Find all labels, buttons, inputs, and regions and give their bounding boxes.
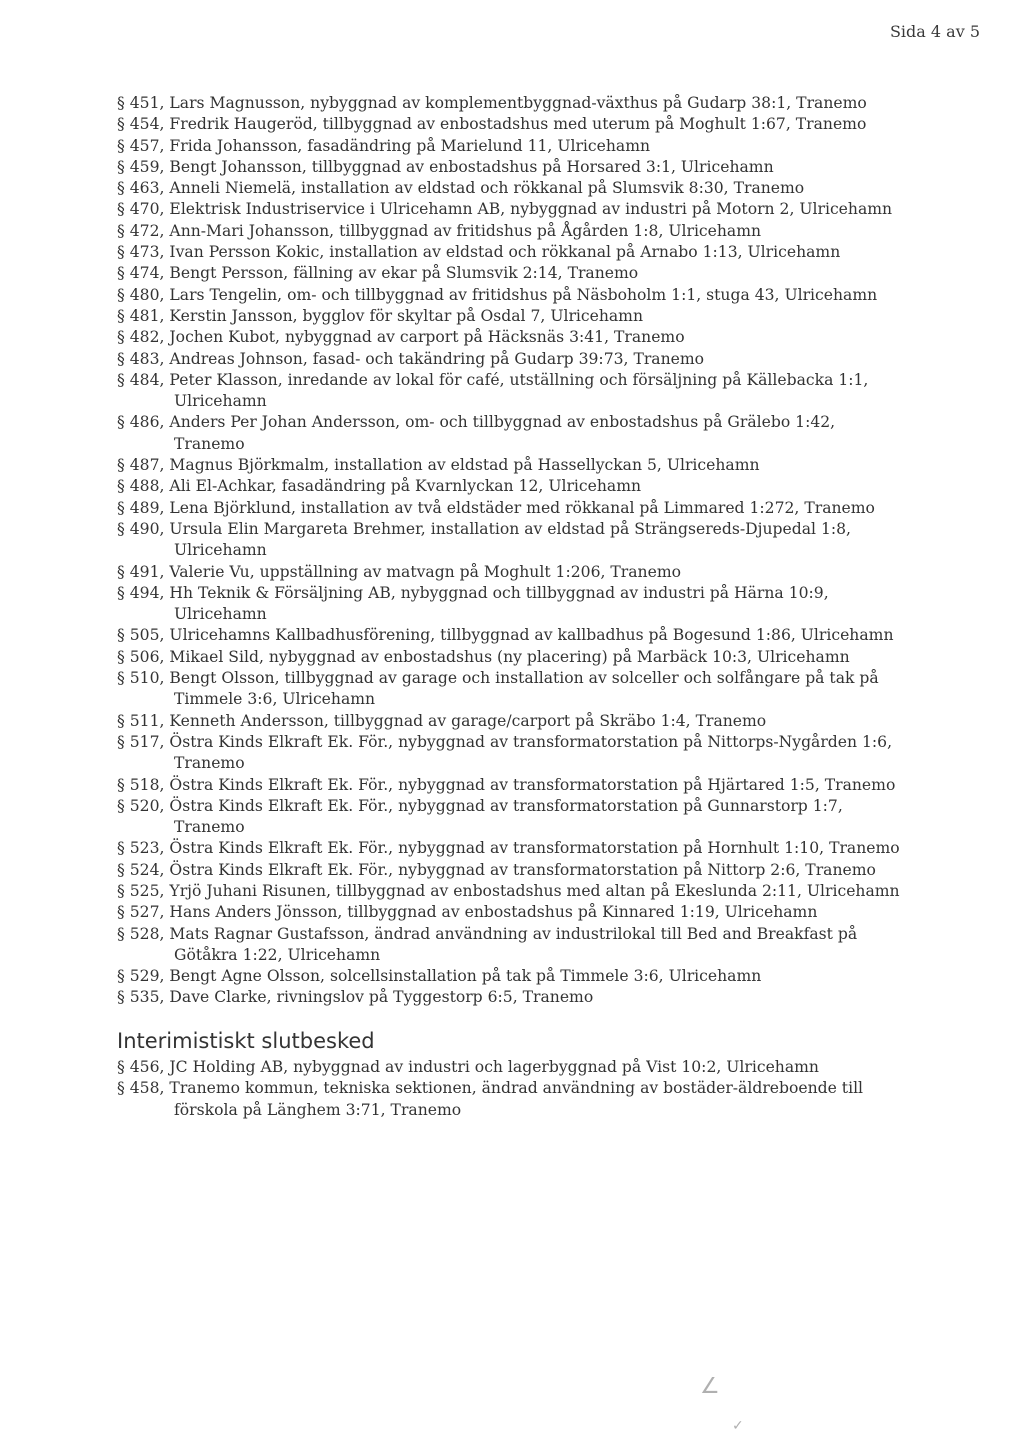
list-item: § 520, Östra Kinds Elkraft Ek. För., nybyggnad av transformatorstation på Gunnarstorp 1:7, Tranemo [117,796,843,837]
list-item: § 517, Östra Kinds Elkraft Ek. För., nybyggnad av transformatorstation på Nittorps-Nygården 1:6, Tranemo [117,732,893,773]
list-item: § 525, Yrjö Juhani Risunen, tillbyggnad av enbostadshus med altan på Ekeslunda 2:11, Ulricehamn [117,881,900,900]
list-item: § 506, Mikael Sild, nybyggnad av enbostadshus (ny placering) på Marbäck 10:3, Ulricehamn [117,647,850,666]
list-item: § 473, Ivan Persson Kokic, installation av eldstad och rökkanal på Arnabo 1:13, Ulricehamn [117,243,841,262]
list-item: § 505, Ulricehamns Kallbadhusförening, tillbyggnad av kallbadhus på Bogesund 1:86, Ulricehamn [117,626,894,645]
list-item: § 529, Bengt Agne Olsson, solcellsinstallation på tak på Timmele 3:6, Ulricehamn [117,967,762,986]
list-item: § 527, Hans Anders Jönsson, tillbyggnad av enbostadshus på Kinnared 1:19, Ulricehamn [117,903,818,922]
list-item: § 491, Valerie Vu, uppställning av matvagn på Moghult 1:206, Tranemo [117,562,682,581]
list-item: § 494, Hh Teknik & Försäljning AB, nybyggnad och tillbyggnad av industri på Härna 10:9, Ulricehamn [117,583,829,624]
list-item: § 456, JC Holding AB, nybyggnad av industri och lagerbyggnad på Vist 10:2, Ulricehamn [117,1058,819,1076]
list-item: § 459, Bengt Johansson, tillbyggnad av enbostadshus på Horsared 3:1, Ulricehamn [117,157,774,176]
list-item: § 484, Peter Klasson, inredande av lokal för café, utställning och försäljning på Källebacka 1:1, Ulricehamn [117,370,869,411]
list-item: § 482, Jochen Kubot, nybyggnad av carport på Häcksnäs 3:41, Tranemo [117,328,685,347]
list-item: § 488, Ali El-Achkar, fasadändring på Kvarnlyckan 12, Ulricehamn [117,477,642,496]
interim-decision-list [117,1057,907,1121]
list-item: § 463, Anneli Niemelä, installation av eldstad och rökkanal på Slumsvik 8:30, Tranemo [117,179,805,198]
list-item: § 470, Elektrisk Industriservice i Ulricehamn AB, nybyggnad av industri på Motorn 2, Ulricehamn [117,200,893,219]
list-item: § 487, Magnus Björkmalm, installation av eldstad på Hassellyckan 5, Ulricehamn [117,456,760,475]
list-item: § 523, Östra Kinds Elkraft Ek. För., nybyggnad av transformatorstation på Hornhult 1:10, Tranemo [117,839,900,858]
list-item: § 486, Anders Per Johan Andersson, om- och tillbyggnad av enbostadshus på Grälebo 1:42, Tranemo [117,413,836,453]
list-item: § 481, Kerstin Jansson, bygglov för skyltar på Osdal 7, Ulricehamn [117,306,644,325]
list-item: § 524, Östra Kinds Elkraft Ek. För., nybyggnad av transformatorstation på Nittorp 2:6, Tranemo [117,860,876,879]
list-item: § 490, Ursula Elin Margareta Brehmer, installation av eldstad på Strängsereds-Djupedal 1:8, Ulricehamn [117,519,851,560]
page-number: Sida 4 av 5 [889,22,980,41]
pen-mark-icon: ∠ [700,1374,720,1399]
list-item: § 458, Tranemo kommun, tekniska sektionen, ändrad användning av bostäder-äldreboende till förskola på Länghem 3:71, Tranemo [117,1079,864,1119]
decision-list [117,93,907,1009]
list-item: § 535, Dave Clarke, rivningslov på Tyggestorp 6:5, Tranemo [117,988,594,1007]
list-item: § 457, Frida Johansson, fasadändring på Marielund 11, Ulricehamn [117,136,651,155]
check-mark-icon: ✓ [732,1418,744,1434]
list-item: § 489, Lena Björklund, installation av två eldstäder med rökkanal på Limmared 1:272, Tranemo [117,498,875,517]
list-item: § 454, Fredrik Haugeröd, tillbyggnad av enbostadshus med uterum på Moghult 1:67, Tranemo [117,115,867,134]
list-item: § 451, Lars Magnusson, nybyggnad av komplementbyggnad-växthus på Gudarp 38:1, Tranemo [117,94,867,112]
list-item: § 483, Andreas Johnson, fasad- och takändring på Gudarp 39:73, Tranemo [117,349,705,368]
list-item: § 518, Östra Kinds Elkraft Ek. För., nybyggnad av transformatorstation på Hjärtared 1:5, Tranemo [117,775,896,794]
section-heading-interim: Interimistiskt slutbesked [117,1029,375,1053]
list-item: § 480, Lars Tengelin, om- och tillbyggnad av fritidshus på Näsboholm 1:1, stuga 43, Ulricehamn [117,285,878,304]
list-item: § 474, Bengt Persson, fällning av ekar på Slumsvik 2:14, Tranemo [117,264,639,283]
list-item: § 511, Kenneth Andersson, tillbyggnad av garage/carport på Skräbo 1:4, Tranemo [117,711,767,730]
list-item: § 510, Bengt Olsson, tillbyggnad av garage och installation av solceller och solfångare på tak på Timmele 3:6, Ulricehamn [117,669,879,709]
list-item: § 472, Ann-Mari Johansson, tillbyggnad av fritidshus på Ågården 1:8, Ulricehamn [117,221,762,240]
list-item: § 528, Mats Ragnar Gustafsson, ändrad användning av industrilokal till Bed and Breakfast på Götåkra 1:22, Ulricehamn [117,924,858,964]
